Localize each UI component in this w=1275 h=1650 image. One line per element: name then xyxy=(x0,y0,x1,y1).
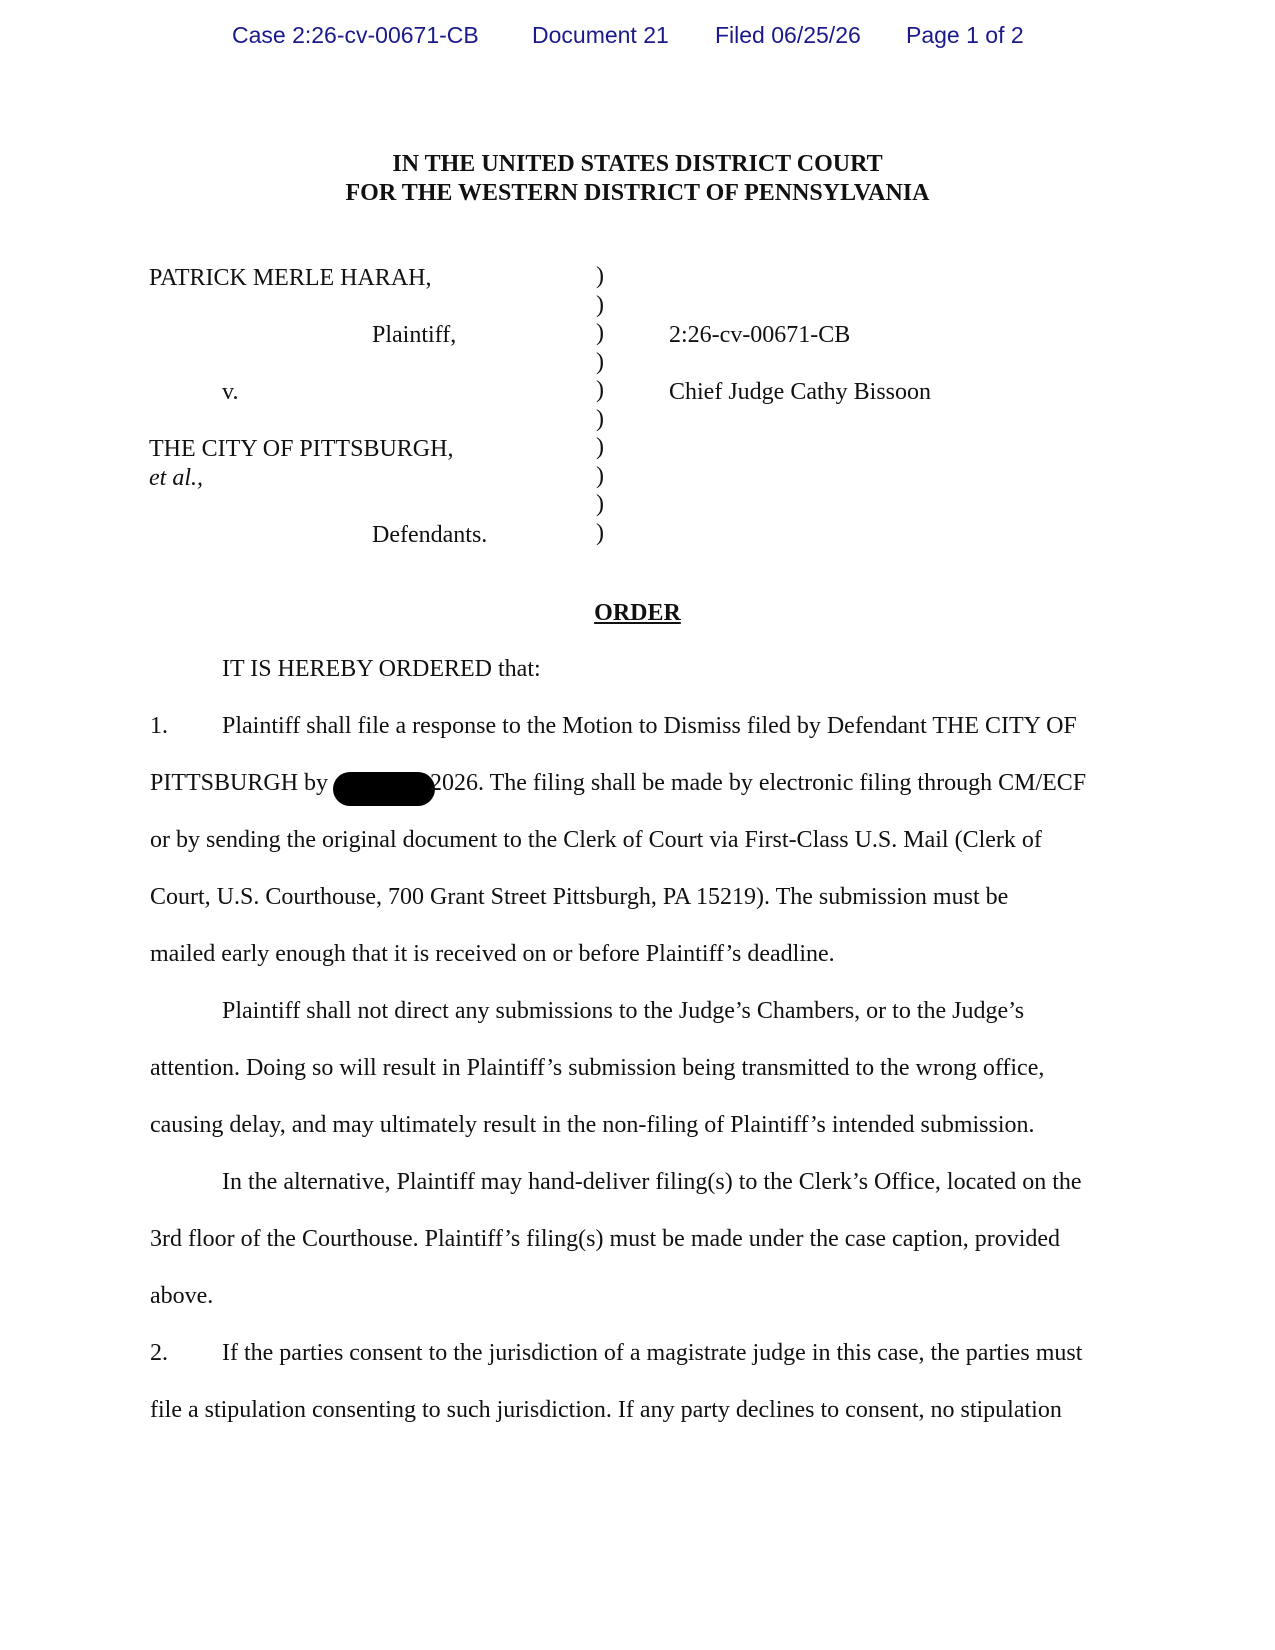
paragraph-line: Plaintiff shall file a response to the Motion to Dismiss filed by Defendant THE CITY OF xyxy=(222,713,1077,739)
defendant-et-al: et al., xyxy=(149,465,203,491)
paragraph-line: file a stipulation consenting to such jurisdiction. If any party declines to consent, no stipulation xyxy=(150,1397,1062,1423)
defendant-role: Defendants. xyxy=(372,522,488,548)
judge-name: Chief Judge Cathy Bissoon xyxy=(669,379,931,405)
caption-paren: ) xyxy=(596,263,604,289)
ecf-document-number: Document 21 xyxy=(532,22,669,48)
caption-paren: ) xyxy=(596,320,604,346)
ecf-header xyxy=(0,22,1275,52)
paragraph-line: 3rd floor of the Courthouse. Plaintiff’s filing(s) must be made under the case caption, provided xyxy=(150,1226,1061,1252)
caption-paren: ) xyxy=(596,491,604,517)
paragraph-line: 2026. The filing shall be made by electronic filing through CM/ECF xyxy=(430,770,1087,796)
caption-paren: ) xyxy=(596,377,604,403)
paragraph-line: causing delay, and may ultimately result in the non-filing of Plaintiff’s intended submission. xyxy=(150,1112,1035,1138)
ecf-filed-date: Filed 06/25/26 xyxy=(715,22,861,48)
paragraph-line: attention. Doing so will result in Plaintiff’s submission being transmitted to the wrong office, xyxy=(150,1055,1045,1081)
court-name-line2: FOR THE WESTERN DISTRICT OF PENNSYLVANIA xyxy=(345,180,930,206)
plaintiff-role: Plaintiff, xyxy=(372,322,457,348)
redaction-mark xyxy=(333,772,435,806)
caption-paren: ) xyxy=(596,292,604,318)
paragraph-line: above. xyxy=(150,1283,214,1309)
item-number: 1. xyxy=(150,713,168,739)
order-intro: IT IS HEREBY ORDERED that: xyxy=(222,656,541,682)
paragraph-line: Plaintiff shall not direct any submissions to the Judge’s Chambers, or to the Judge’s xyxy=(222,998,1025,1024)
caption-paren: ) xyxy=(596,434,604,460)
plaintiff-name: PATRICK MERLE HARAH, xyxy=(149,265,432,291)
caption-paren: ) xyxy=(596,406,604,432)
order-title: ORDER xyxy=(594,600,681,626)
versus: v. xyxy=(222,379,239,405)
paragraph-line: In the alternative, Plaintiff may hand-deliver filing(s) to the Clerk’s Office, located on the xyxy=(222,1169,1082,1195)
ecf-page-count: Page 1 of 2 xyxy=(906,22,1024,48)
court-name-line1: IN THE UNITED STATES DISTRICT COURT xyxy=(392,151,883,177)
item-number: 2. xyxy=(150,1340,168,1366)
paragraph-line: or by sending the original document to the Clerk of Court via First-Class U.S. Mail (Clerk of xyxy=(150,827,1042,853)
case-number: 2:26-cv-00671-CB xyxy=(669,322,851,348)
caption-paren: ) xyxy=(596,349,604,375)
paragraph-line: PITTSBURGH by xyxy=(150,770,329,796)
ecf-case-number: Case 2:26-cv-00671-CB xyxy=(232,22,479,48)
caption-paren: ) xyxy=(596,520,604,546)
paragraph-line: If the parties consent to the jurisdiction of a magistrate judge in this case, the parties must xyxy=(222,1340,1083,1366)
defendant-name: THE CITY OF PITTSBURGH, xyxy=(149,436,454,462)
paragraph-line: Court, U.S. Courthouse, 700 Grant Street Pittsburgh, PA 15219). The submission must be xyxy=(150,884,1009,910)
paragraph-line: mailed early enough that it is received on or before Plaintiff’s deadline. xyxy=(150,941,835,967)
court-heading xyxy=(0,150,1275,208)
caption-paren: ) xyxy=(596,463,604,489)
